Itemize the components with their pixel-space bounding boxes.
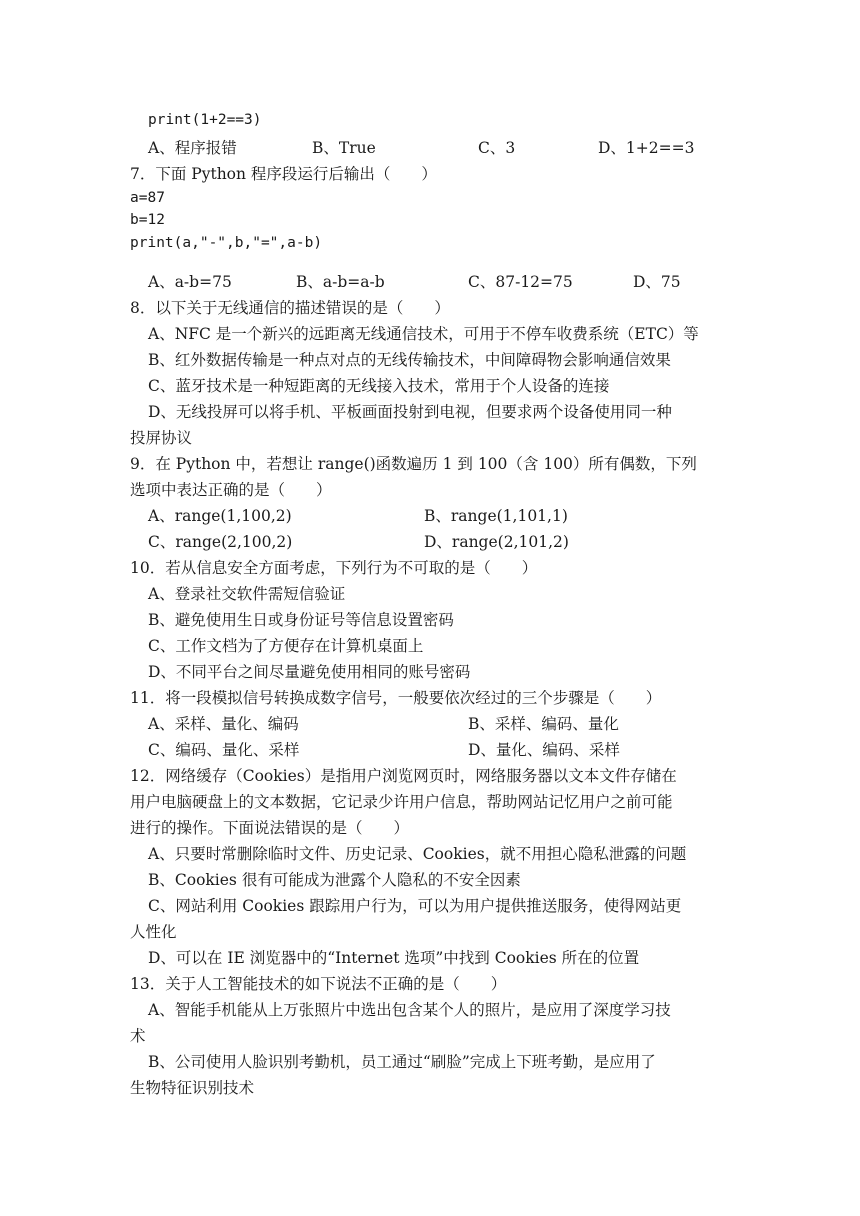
q9-option-b: B、range(1,101,1) xyxy=(424,507,568,525)
q8-option-b: B、红外数据传输是一种点对点的无线传输技术，中间障碍物会影响通信效果 xyxy=(148,351,671,369)
q7-code-line-2: b=12 xyxy=(130,212,165,228)
q13-option-a: A、智能手机能从上万张照片中选出包含某个人的照片，是应用了深度学习技 xyxy=(148,1001,671,1019)
q12-option-a: A、只要时常删除临时文件、历史记录、Cookies，就不用担心隐私泄露的问题 xyxy=(148,845,687,863)
q13-option-b-continued: 生物特征识别技术 xyxy=(130,1079,255,1097)
q12-stem-line-3: 进行的操作。下面说法错误的是（ ） xyxy=(130,819,410,837)
q13-stem: 13．关于人工智能技术的如下说法不正确的是（ ） xyxy=(130,975,507,993)
q12-option-c: C、网站利用 Cookies 跟踪用户行为，可以为用户提供推送服务，使得网站更 xyxy=(148,897,682,915)
q6-option-d: D、1+2==3 xyxy=(598,139,695,157)
q10-option-d: D、不同平台之间尽量避免使用相同的账号密码 xyxy=(148,663,471,681)
q7-option-c: C、87-12=75 xyxy=(468,273,573,291)
q11-option-b: B、采样、编码、量化 xyxy=(468,715,619,733)
q11-option-c: C、编码、量化、采样 xyxy=(148,741,300,759)
q13-option-a-continued: 术 xyxy=(130,1027,146,1045)
q7-code-line-3: print(a,"-",b,"=",a-b) xyxy=(130,235,323,251)
q7-option-b: B、a-b=a-b xyxy=(296,273,385,291)
q9-option-a: A、range(1,100,2) xyxy=(148,507,292,525)
q9-option-c: C、range(2,100,2) xyxy=(148,533,293,551)
q11-stem: 11．将一段模拟信号转换成数字信号，一般要依次经过的三个步骤是（ ） xyxy=(130,689,662,707)
q10-option-b: B、避免使用生日或身份证号等信息设置密码 xyxy=(148,611,454,629)
q7-option-d: D、75 xyxy=(633,273,681,291)
q12-option-b: B、Cookies 很有可能成为泄露个人隐私的不安全因素 xyxy=(148,871,521,889)
q8-option-a: A、NFC 是一个新兴的远距离无线通信技术，可用于不停车收费系统（ETC）等 xyxy=(148,325,699,343)
q7-stem: 7．下面 Python 程序段运行后输出（ ） xyxy=(130,165,437,183)
q11-option-d: D、量化、编码、采样 xyxy=(468,741,620,759)
q13-option-b: B、公司使用人脸识别考勤机，员工通过“刷脸”完成上下班考勤，是应用了 xyxy=(148,1053,656,1071)
q7-option-a: A、a-b=75 xyxy=(148,273,232,291)
q12-option-d: D、可以在 IE 浏览器中的“Internet 选项”中找到 Cookies 所在的位置 xyxy=(148,949,640,967)
q8-stem: 8．以下关于无线通信的描述错误的是（ ） xyxy=(130,299,450,317)
q12-stem-line-2: 用户电脑硬盘上的文本数据，它记录少许用户信息，帮助网站记忆用户之前可能 xyxy=(130,793,673,811)
q12-option-c-continued: 人性化 xyxy=(130,923,177,941)
q6-option-b: B、True xyxy=(312,139,376,157)
q11-option-a: A、采样、量化、编码 xyxy=(148,715,299,733)
q6-code: print(1+2==3) xyxy=(148,112,262,128)
q9-option-d: D、range(2,101,2) xyxy=(424,533,569,551)
q6-option-a: A、程序报错 xyxy=(148,139,237,157)
q8-option-d-continued: 投屏协议 xyxy=(130,429,193,447)
q8-option-c: C、蓝牙技术是一种短距离的无线接入技术，常用于个人设备的连接 xyxy=(148,377,610,395)
q6-option-c: C、3 xyxy=(478,139,516,157)
q9-stem-line-2: 选项中表达正确的是（ ） xyxy=(130,481,332,499)
q9-stem-line-1: 9．在 Python 中，若想让 range()函数遍历 1 到 100（含 100）所有偶数，下列 xyxy=(130,455,697,473)
q12-stem-line-1: 12．网络缓存（Cookies）是指用户浏览网页时，网络服务器以文本文件存储在 xyxy=(130,767,677,785)
q8-option-d: D、无线投屏可以将手机、平板画面投射到电视，但要求两个设备使用同一种 xyxy=(148,403,672,421)
q10-option-a: A、登录社交软件需短信验证 xyxy=(148,585,346,603)
q10-stem: 10．若从信息安全方面考虑，下列行为不可取的是（ ） xyxy=(130,559,538,577)
q10-option-c: C、工作文档为了方便存在计算机桌面上 xyxy=(148,637,424,655)
q7-code-line-1: a=87 xyxy=(130,190,165,206)
